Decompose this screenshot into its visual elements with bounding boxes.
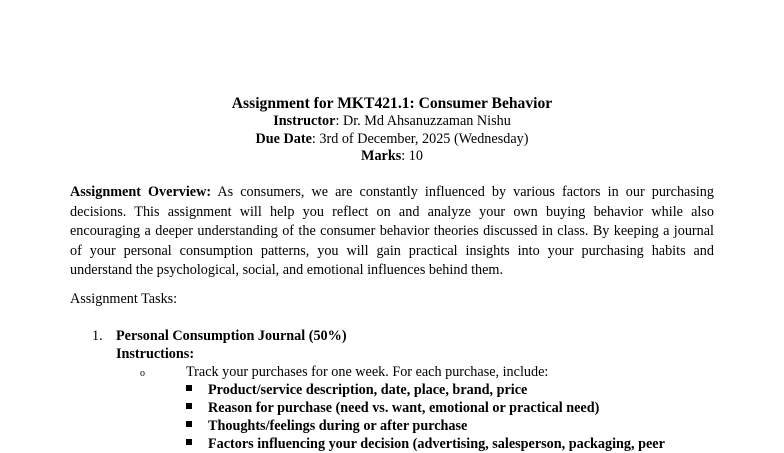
sub-list-marker: o <box>140 368 145 379</box>
task-item <box>92 327 732 345</box>
bullet-item <box>186 435 716 453</box>
bullet-list <box>186 381 716 453</box>
due-date-line <box>0 131 784 149</box>
marks-line <box>0 148 784 166</box>
square-bullet-icon <box>186 403 192 409</box>
instructor-label: Instructor <box>273 113 336 129</box>
bullet-text: Thoughts/feelings during or after purchase <box>208 418 468 434</box>
overview-text: As consumers, we are constantly influenced by various factors in our purchasing decisions. This assignment will help you reflect on and analyze your own buying behavior while also encouraging a deeper understanding of the consumer behavior theories discussed in class. By keeping a journal of your personal consumption patterns, you will gain practical insights into your purchasing habits and understand the psychological, social, and emotional influences behind them. <box>70 184 714 278</box>
sub-list-item <box>140 363 740 383</box>
assignment-overview <box>70 183 714 281</box>
bullet-text: Reason for purchase (need vs. want, emotional or practical need) <box>208 400 600 416</box>
square-bullet-icon <box>186 385 192 391</box>
sub-list-text: Track your purchases for one week. For each purchase, include: <box>186 364 549 380</box>
assignment-title: Assignment for MKT421.1: Consumer Behavior <box>231 95 553 112</box>
bullet-text: Product/service description, date, place, brand, price <box>208 382 528 398</box>
instructions-label: Instructions: <box>116 346 195 362</box>
square-bullet-icon <box>186 421 192 427</box>
tasks-heading: Assignment Tasks: <box>70 291 178 307</box>
bullet-item <box>186 417 716 435</box>
task-title: Personal Consumption Journal (50%) <box>116 328 347 344</box>
bullet-item <box>186 381 716 399</box>
due-date-value: : 3rd of December, 2025 (Wednesday) <box>311 130 529 147</box>
document-header <box>0 94 784 166</box>
square-bullet-icon <box>186 439 192 445</box>
bullet-text: Factors influencing your decision (advertising, salesperson, packaging, peer <box>208 436 665 452</box>
due-date-label: Due Date <box>255 130 312 147</box>
marks-label: Marks <box>361 148 402 164</box>
task-number: 1. <box>92 328 103 344</box>
overview-label: Assignment Overview: <box>70 184 212 200</box>
instructor-value: : Dr. Md Ahsanuzzaman Nishu <box>335 113 511 129</box>
marks-value: : 10 <box>401 148 423 164</box>
bullet-item <box>186 399 716 417</box>
instructor-line <box>0 113 784 131</box>
